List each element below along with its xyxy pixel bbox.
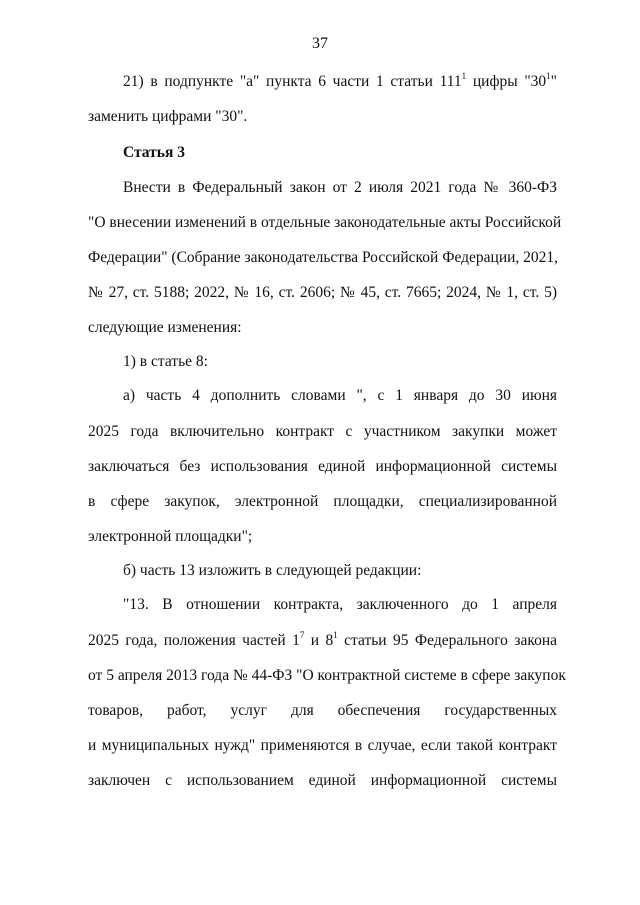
- p21-line-1: [123, 72, 557, 92]
- p21-line-2: заменить цифрами "30".: [88, 108, 248, 125]
- intro-line-3: Федерации" (Собрание законодательства Российской Федерации, 2021,: [88, 249, 559, 266]
- item-13-line-5: и муниципальных нужд" применяются в случае, если такой контракт: [88, 737, 557, 754]
- item-13-text-c: статьи 95 Федерального закона: [337, 632, 558, 649]
- page-number: 37: [312, 35, 328, 52]
- item-a-line-3: заключаться без использования единой информационной системы: [88, 458, 557, 475]
- intro-line-2: "О внесении изменений в отдельные законодательные акты Российской: [88, 214, 562, 231]
- p21-text-a: 21) в подпункте "а" пункта 6 части 1 статьи 111: [123, 73, 462, 90]
- item-13-superscript-2: 1: [333, 629, 338, 640]
- p21-text-b: цифры "30: [466, 73, 547, 90]
- item-13-text-b: и 8: [304, 632, 334, 649]
- item-a-line-2: 2025 года включительно контракт с участником закупки может: [88, 423, 557, 440]
- item-13-line-2: [88, 631, 557, 651]
- item-a-line-1: а) часть 4 дополнить словами ", с 1 января до 30 июня: [123, 387, 557, 404]
- intro-line-5: следующие изменения:: [88, 319, 242, 336]
- item-13-text-a: 2025 года, положения частей 1: [88, 632, 300, 649]
- p21-superscript-2: 1: [546, 70, 551, 81]
- item-13-line-6: заключен с использованием единой информационной системы: [88, 772, 557, 789]
- intro-line-1: Внести в Федеральный закон от 2 июля 2021 года № 360-ФЗ: [123, 179, 557, 196]
- item-a-line-5: электронной площадки";: [88, 528, 253, 545]
- article-heading: Статья 3: [123, 144, 185, 161]
- item-a-line-4: в сфере закупок, электронной площадки, специализированной: [88, 493, 557, 510]
- p21-superscript-1: 1: [461, 70, 467, 81]
- intro-line-4: № 27, ст. 5188; 2022, № 16, ст. 2606; № 45, ст. 7665; 2024, № 1, ст. 5): [88, 284, 557, 301]
- item-b: б) часть 13 изложить в следующей редакции:: [123, 562, 422, 579]
- item-13-superscript-1: 7: [299, 629, 305, 640]
- item-13-line-4: товаров, работ, услуг для обеспечения государственных: [88, 702, 557, 719]
- p21-text-c: ": [550, 73, 557, 90]
- item-1: 1) в статье 8:: [123, 353, 208, 370]
- item-13-line-1: "13. В отношении контракта, заключенного до 1 апреля: [123, 596, 557, 613]
- item-13-line-3: от 5 апреля 2013 года № 44-ФЗ "О контрактной системе в сфере закупок: [88, 667, 566, 684]
